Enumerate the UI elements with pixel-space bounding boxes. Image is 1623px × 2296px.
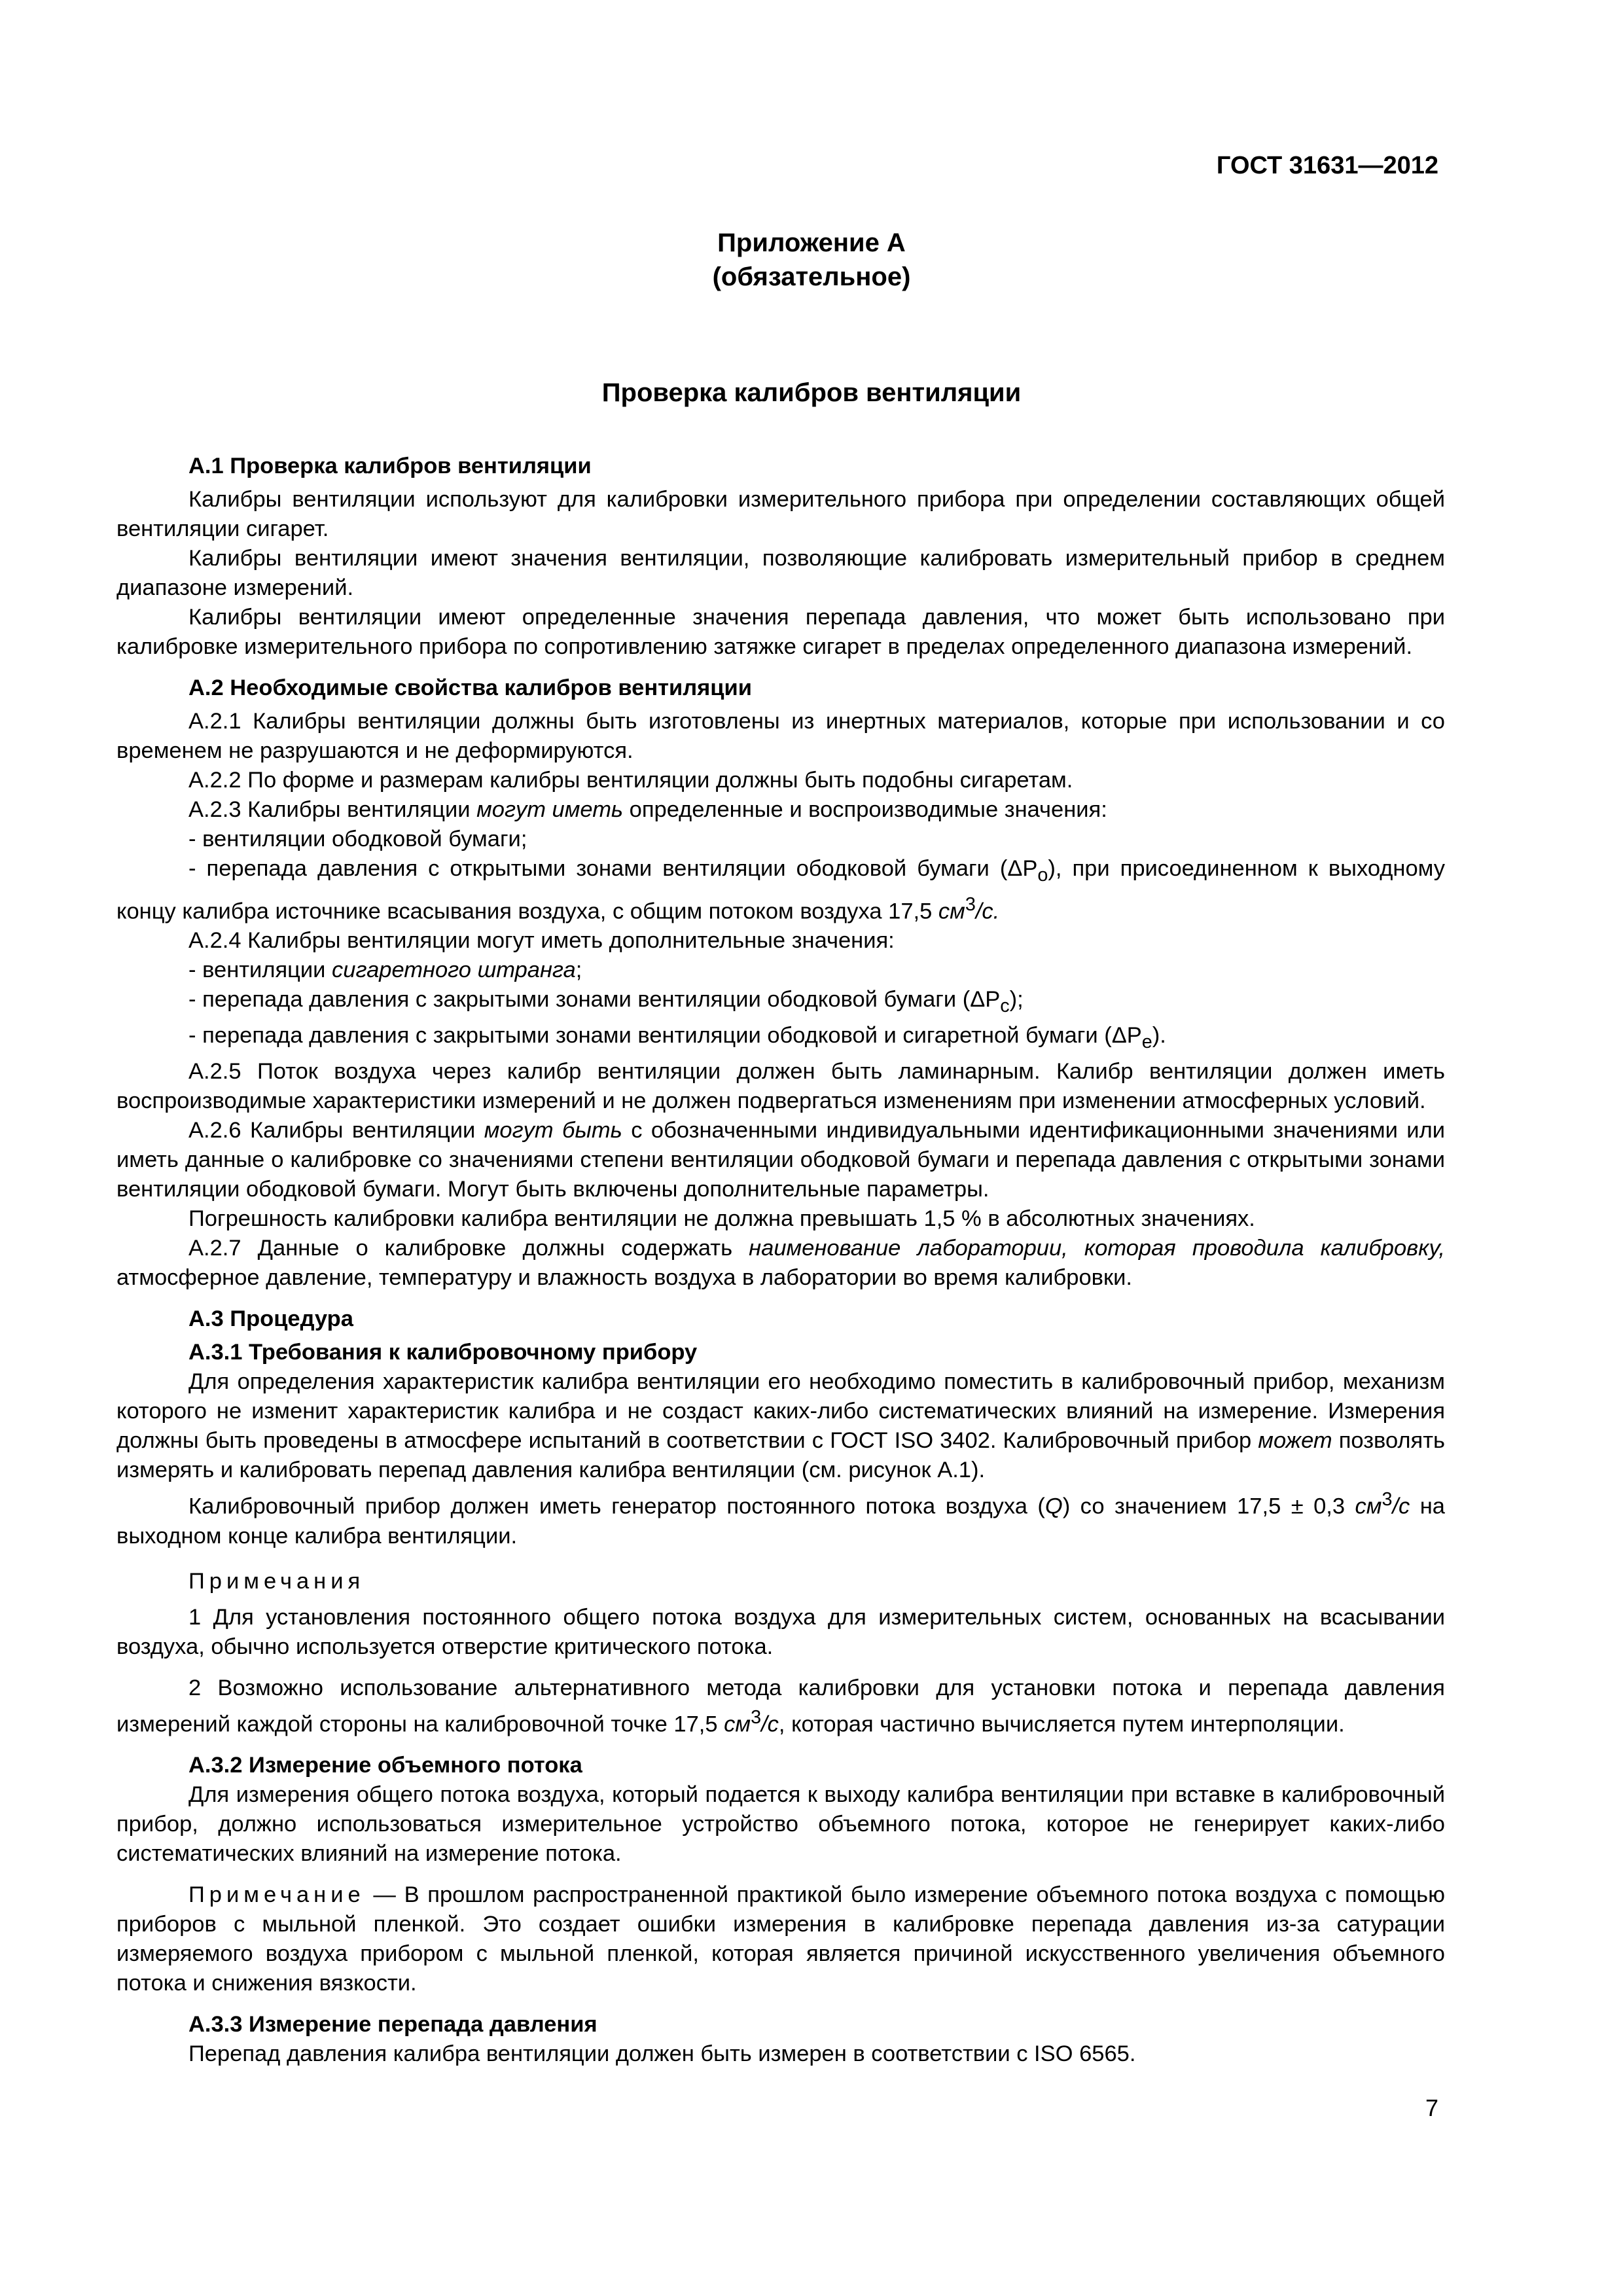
paragraph: Калибровочный прибор должен иметь генератор постоянного потока воздуха (Q) со значением 17,5 ± 0,3 $см^3/с$ на выходном конце калибра вентиляции.	[116, 1489, 1445, 1549]
paragraph: Калибры вентиляции используют для калибровки измерительного прибора при определении составляющих общей вентиляции сигарет.	[116, 487, 1445, 541]
standard-number: ГОСТ 31631—2012	[1216, 152, 1438, 179]
paragraph: Калибры вентиляции имеют значения вентиляции, позволяющие калибровать измерительный прибор в среднем диапазоне измерений.	[116, 546, 1445, 600]
page-number: 7	[1425, 2094, 1438, 2121]
appendix-heading	[0, 226, 1623, 294]
emphasis: могут иметь	[476, 797, 624, 822]
appendix-title: Проверка калибров вентиляции	[601, 378, 1022, 407]
section-heading: А.1 Проверка калибров вентиляции	[188, 454, 592, 478]
list-item: - вентиляции сигаретного штранга;	[188, 958, 582, 983]
list-item: - вентиляции ободковой бумаги;	[188, 827, 527, 852]
document-body	[116, 452, 1445, 2069]
paragraph: А.2.4 Калибры вентиляции могут иметь дополнительные значения:	[188, 928, 895, 954]
subsection-heading: А.3.2 Измерение объемного потока	[188, 1753, 582, 1778]
paragraph: А.2.6 Калибры вентиляции могут быть с обозначенными индивидуальными идентификационными значениями или иметь данные о калибровке со значениями степени вентиляции ободковой бумаги и перепада давления с открытыми зонами вентиляции ободковой бумаги. Могут быть включены дополнительные параметры.	[116, 1118, 1445, 1202]
appendix-label: Приложение А	[717, 228, 906, 257]
list-item: - перепада давления с закрытыми зонами вентиляции ободковой бумаги $(\Delta P_c)$;	[188, 987, 1024, 1017]
paragraph: А.2.7 Данные о калибровке должны содержать наименование лаборатории, которая проводила калибровку, атмосферное давление, температуру и влажность воздуха в лаборатории во время калибровки.	[116, 1236, 1445, 1291]
section-heading: А.2 Необходимые свойства калибров вентиляции	[188, 675, 752, 700]
note: Примечание — В прошлом распространенной практикой было измерение объемного потока воздуха с помощью приборов с мыльной пленкой. Это создает ошибки измерения в калибровке перепада давления из-за сатурации измеряемого воздуха прибором с мыльной пленкой, которая является причиной искусственного увеличения объемного потока и снижения вязкости.	[116, 1882, 1445, 1996]
paragraph: А.2.1 Калибры вентиляции должны быть изготовлены из инертных материалов, которые при использовании и со временем не разрушаются и не деформируются.	[116, 709, 1445, 763]
paragraph: Погрешность калибровки калибра вентиляции не должна превышать 1,5 % в абсолютных значениях.	[188, 1206, 1255, 1232]
note: 2 Возможно использование альтернативного метода калибровки для установки потока и перепада давления измерений каждой стороны на калибровочной точке 17,5 $см^3/с$, которая частично вычисляется путем интерполяции.	[116, 1675, 1445, 1737]
subsection-heading: А.3.1 Требования к калибровочному прибору	[188, 1340, 698, 1365]
paragraph: А.2.3 Калибры вентиляции могут иметь определенные и воспроизводимые значения:	[188, 797, 1107, 822]
list-item: - перепада давления с открытыми зонами вентиляции ободковой бумаги $(\Delta P_o)$, при присоединенном к выходному концу калибра источнике всасывания воздуха, с общим потоком воздуха 17,5 $см^3/с$.	[116, 856, 1445, 924]
appendix-status: (обязательное)	[712, 262, 911, 291]
paragraph: Для определения характеристик калибра вентиляции его необходимо поместить в калибровочный прибор, механизм которого не изменит характеристик калибра и не создаст каких-либо систематических влияний на измерение. Измерения должны быть проведены в атмосфере испытаний в соответствии с ГОСТ ISO 3402. Калибровочный прибор может позволять измерять и калибровать перепад давления калибра вентиляции (см. рисунок А.1).	[116, 1369, 1445, 1483]
paragraph: Калибры вентиляции имеют определенные значения перепада давления, что может быть использовано при калибровке измерительного прибора по сопротивлению затяжке сигарет в пределах определенного диапазона измерений.	[116, 605, 1445, 659]
paragraph: Перепад давления калибра вентиляции должен быть измерен в соответствии с ISO 6565.	[188, 2041, 1136, 2067]
paragraph: А.2.2 По форме и размерам калибры вентиляции должны быть подобны сигаретам.	[188, 768, 1073, 793]
subsection-heading: А.3.3 Измерение перепада давления	[188, 2012, 597, 2037]
notes-title: Примечания	[188, 1568, 365, 1594]
paragraph: А.2.5 Поток воздуха через калибр вентиляции должен быть ламинарным. Калибр вентиляции должен иметь воспроизводимые характеристики измерений и не должен подвергаться изменениям при изменении атмосферных условий.	[116, 1059, 1445, 1114]
list-item: - перепада давления с закрытыми зонами вентиляции ободковой и сигаретной бумаги $(\Delta P_e)$.	[188, 1023, 1166, 1053]
section-heading: А.3 Процедура	[188, 1306, 353, 1332]
paragraph: Для измерения общего потока воздуха, который подается к выходу калибра вентиляции при вставке в калибровочный прибор, должно использоваться измерительное устройство объемного потока, которое не генерирует каких-либо систематических влияний на измерение потока.	[116, 1782, 1445, 1867]
note: 1 Для установления постоянного общего потока воздуха для измерительных систем, основанных на всасывании воздуха, обычно используется отверстие критического потока.	[116, 1604, 1445, 1659]
